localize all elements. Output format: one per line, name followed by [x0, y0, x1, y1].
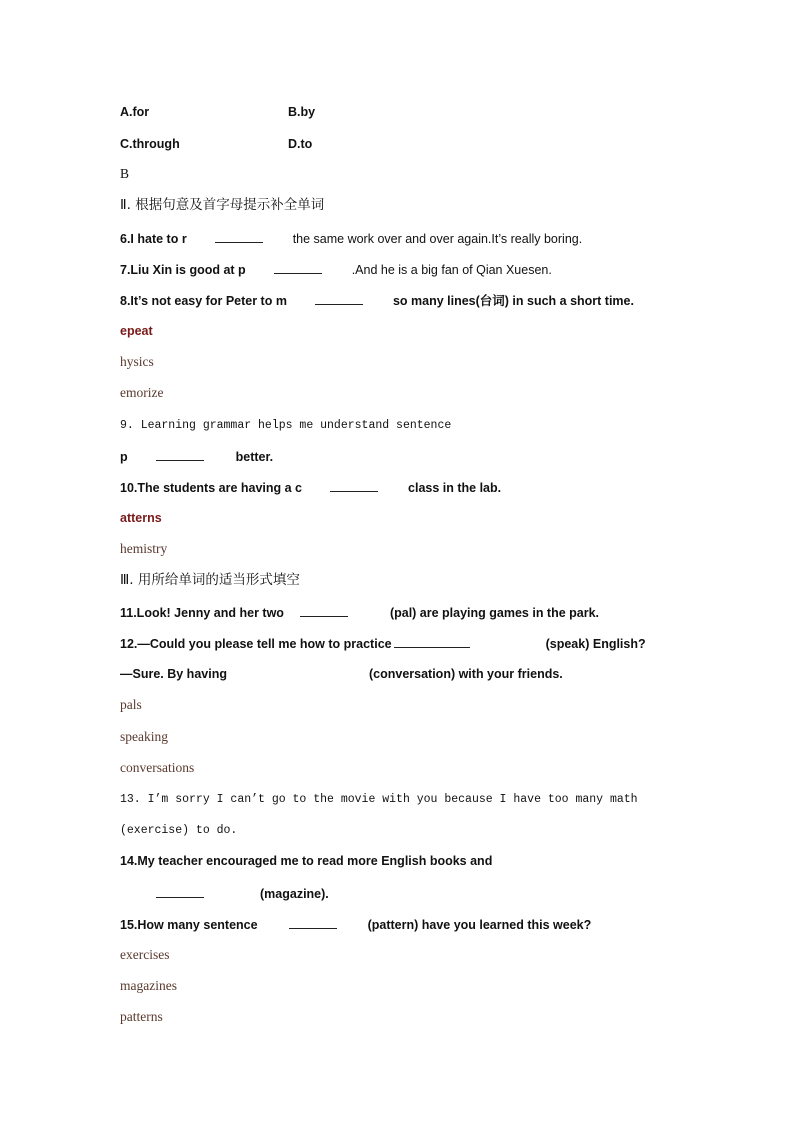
question-7-post: .And he is a big fan of Qian Xuesen.: [351, 263, 552, 277]
question-11: [120, 604, 599, 621]
answer-15: patterns: [120, 1009, 163, 1024]
question-6-post: the same work over and over again.It’s really boring.: [292, 232, 583, 246]
question-14-line1: 14.My teacher encouraged me to read more English books and: [120, 854, 493, 868]
answer-9: atterns: [120, 511, 162, 525]
question-11-post: (pal) are playing games in the park.: [389, 606, 600, 620]
question-15-post: (pattern) have you learned this week?: [367, 918, 592, 932]
option-a: A.for: [120, 105, 150, 119]
answer-13: exercises: [120, 947, 170, 962]
question-12-post: (speak) English?: [545, 637, 646, 651]
question-12b: [120, 666, 563, 682]
question-10-blank[interactable]: [330, 479, 378, 492]
answer-14: magazines: [120, 978, 177, 993]
option-c: C.through: [120, 137, 180, 151]
previous-answer: B: [120, 166, 130, 181]
question-15-blank[interactable]: [289, 916, 337, 929]
question-7-blank[interactable]: [274, 261, 322, 274]
answer-12b: conversations: [120, 760, 195, 775]
question-12b-pre: —Sure. By having: [120, 667, 227, 681]
question-10-post: class in the lab.: [408, 481, 502, 495]
question-8-pre: 8.It’s not easy for Peter to m: [120, 294, 287, 308]
question-7-pre: 7.Liu Xin is good at p: [120, 263, 246, 277]
question-6-pre: 6.I hate to r: [120, 232, 187, 246]
question-12: [120, 635, 646, 652]
section-2-title: Ⅱ. 根据句意及首字母提示补全单词: [120, 197, 325, 213]
question-12b-post: (conversation) with your friends.: [368, 667, 563, 681]
section-3-title: Ⅲ. 用所给单词的适当形式填空: [120, 572, 300, 588]
question-9-pre: p: [120, 450, 128, 464]
question-9-line1: 9. Learning grammar helps me understand sentence: [120, 419, 452, 432]
question-6-blank[interactable]: [215, 230, 263, 243]
question-8: [120, 292, 634, 309]
answer-7: hysics: [120, 354, 154, 369]
option-b: B.by: [288, 105, 316, 119]
question-14-blank[interactable]: [156, 885, 204, 898]
question-14-post: (magazine).: [260, 887, 329, 901]
question-8-blank[interactable]: [315, 292, 363, 305]
answer-12: speaking: [120, 729, 168, 744]
answer-11: pals: [120, 697, 142, 712]
question-14-line2: [120, 885, 329, 902]
question-9-post: better.: [235, 450, 274, 464]
question-12-pre: 12.—Could you please tell me how to practice: [120, 637, 392, 651]
answer-10: hemistry: [120, 541, 168, 556]
answer-8: emorize: [120, 385, 164, 400]
question-11-pre: 11.Look! Jenny and her two: [120, 606, 284, 620]
question-15: [120, 916, 591, 933]
question-13-line2: (exercise) to do.: [120, 824, 238, 837]
question-6: [120, 230, 582, 247]
question-12-blank[interactable]: [394, 635, 470, 648]
answer-6: epeat: [120, 324, 153, 338]
question-10-pre: 10.The students are having a c: [120, 481, 303, 495]
question-8-post: so many lines(台词) in such a short time.: [392, 294, 634, 308]
question-13-line1: 13. I’m sorry I can’t go to the movie with you because I have too many math: [120, 793, 638, 806]
question-11-blank[interactable]: [300, 604, 348, 617]
question-10: [120, 479, 501, 496]
question-9-line2: [120, 448, 273, 465]
question-9-blank[interactable]: [156, 448, 204, 461]
question-15-pre: 15.How many sentence: [120, 918, 258, 932]
question-7: [120, 261, 552, 278]
option-d: D.to: [288, 137, 313, 151]
